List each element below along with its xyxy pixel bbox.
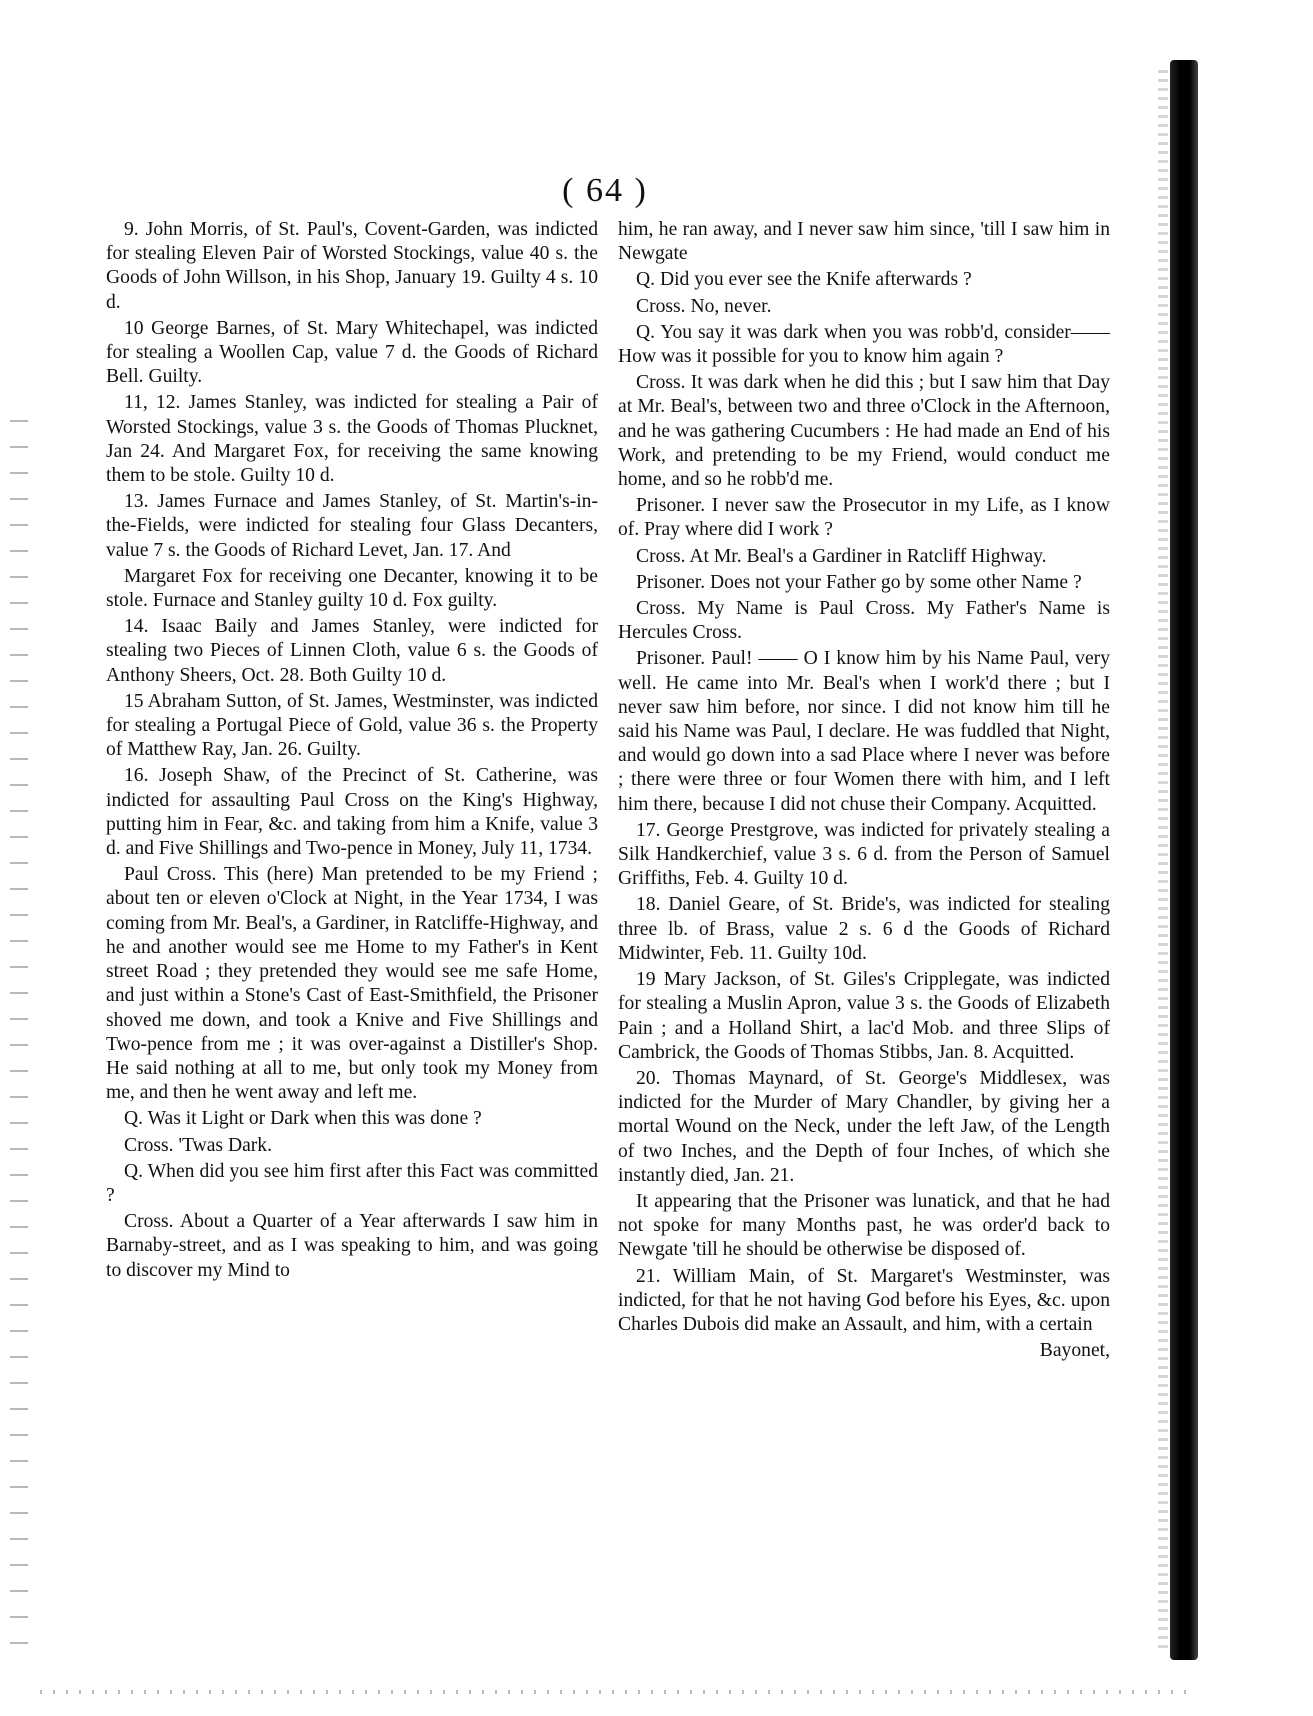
- scan-noise: [40, 1690, 1190, 1694]
- paragraph: Q. Did you ever see the Knife afterwards ?: [636, 269, 972, 291]
- page-number: ( 64 ): [562, 172, 648, 209]
- paragraph: Margaret Fox for receiving one Decanter, knowing it to be stole. Furnace and Stanley guilty 10 d. Fox guilty.: [106, 565, 598, 612]
- paragraph: Prisoner. Does not your Father go by some other Name ?: [636, 571, 1082, 593]
- paragraph: Q. You say it was dark when you was robb'd, consider——How was it possible for you to know him again ?: [618, 321, 1110, 368]
- paragraph: 10 George Barnes, of St. Mary Whitechapel, was indicted for stealing a Woollen Cap, value 7 d. the Goods of Richard Bell. Guilty.: [106, 317, 598, 388]
- paragraph: 11, 12. James Stanley, was indicted for stealing a Pair of Worsted Stockings, value 3 s. the Goods of Thomas Plucknet, Jan 24. And Margaret Fox, for receiving the same knowing them to be stole. Guilty 10 d.: [106, 392, 598, 487]
- paragraph: 21. William Main, of St. Margaret's Westminster, was indicted, for that he not having God before his Eyes, &c. upon Charles Dubois did make an Assault, and him, with a certain: [618, 1265, 1110, 1335]
- left-column: [106, 218, 598, 1285]
- paragraph: 19 Mary Jackson, of St. Giles's Cripplegate, was indicted for stealing a Muslin Apron, value 3 s. the Goods of Elizabeth Pain ; and a Holland Shirt, a lac'd Mob. and three Slips of Cambrick, the Goods of Thomas Stibbs, Jan. 8. Acquitted.: [618, 969, 1110, 1063]
- book-spine-shadow: [1170, 60, 1198, 1660]
- margin-scan-marks: [10, 420, 28, 1650]
- paragraph: Cross. About a Quarter of a Year afterwards I saw him in Barnaby-street, and as I was speaking to him, and was going to discover my Mind to: [106, 1211, 598, 1281]
- paragraph: 18. Daniel Geare, of St. Bride's, was indicted for stealing three lb. of Brass, value 2 s. 6 d the Goods of Richard Midwinter, Feb. 11. Guilty 10d.: [618, 894, 1110, 964]
- paragraph: 14. Isaac Baily and James Stanley, were indicted for stealing two Pieces of Linnen Cloth, value 6 s. the Goods of Anthony Sheers, Oct. 28. Both Guilty 10 d.: [106, 616, 598, 686]
- paragraph: It appearing that the Prisoner was lunatick, and that he had not spoke for many Months past, he was order'd back to Newgate 'till he should be otherwise be disposed of.: [618, 1190, 1110, 1261]
- paragraph: 9. John Morris, of St. Paul's, Covent-Garden, was indicted for stealing Eleven Pair of Worsted Stockings, value 40 s. the Goods of John Willson, in his Shop, January 19. Guilty 4 s. 10 d.: [106, 219, 598, 313]
- paragraph: Cross. At Mr. Beal's a Gardiner in Ratcliff Highway.: [636, 545, 1047, 567]
- paragraph: Cross. It was dark when he did this ; but I saw him that Day at Mr. Beal's, between two and three o'Clock in the Afternoon, and he was gathering Cucumbers : He had made an End of his Work, and pretending to be my Friend, would conduct me home, and so he robb'd me.: [618, 372, 1110, 491]
- paragraph: 17. George Prestgrove, was indicted for privately stealing a Silk Handkerchief, value 3 s. 6 d. from the Person of Samuel Griffiths, Feb. 4. Guilty 10 d.: [618, 819, 1110, 890]
- paragraph: Cross. No, never.: [636, 295, 772, 317]
- paragraph: him, he ran away, and I never saw him since, 'till I saw him in Newgate: [618, 219, 1110, 265]
- paragraph: 20. Thomas Maynard, of St. George's Middlesex, was indicted for the Murder of Mary Chandler, by giving her a mortal Wound on the Neck, under the left Jaw, of the Length of two Inches, and the Depth of four Inches, of which she instantly died, Jan. 21.: [618, 1067, 1110, 1186]
- paragraph: 15 Abraham Sutton, of St. James, Westminster, was indicted for stealing a Portugal Piece of Gold, value 36 s. the Property of Matthew Ray, Jan. 26. Guilty.: [106, 690, 598, 761]
- paragraph: Q. When did you see him first after this Fact was committed ?: [106, 1160, 598, 1206]
- right-column: [618, 218, 1110, 1365]
- paragraph: 13. James Furnace and James Stanley, of St. Martin's-in-the-Fields, were indicted for stealing four Glass Decanters, value 7 s. the Goods of Richard Levet, Jan. 17. And: [106, 491, 598, 561]
- paragraph: Prisoner. I never saw the Prosecutor in my Life, as I know of. Pray where did I work ?: [618, 495, 1110, 541]
- paragraph: Paul Cross. This (here) Man pretended to be my Friend ; about ten or eleven o'Clock at Night, in the Year 1734, I was coming from Mr. Beal's, a Gardiner, in Ratcliffe-Highway, and he and another would see me Home to my Father's in Kent street Road ; they pretended they would see me safe Home, and just within a Stone's Cast of East-Smithfield, the Prisoner shoved me down, and took a Knive and Five Shillings and Two-pence from me ; it was over-against a Distiller's Shop. He said nothing at all to me, but only took my Money from me, and then he went away and left me.: [106, 864, 598, 1104]
- catchword: Bayonet,: [1039, 1340, 1110, 1362]
- paragraph: Cross. My Name is Paul Cross. My Father's Name is Hercules Cross.: [618, 598, 1110, 644]
- paragraph: Cross. 'Twas Dark.: [124, 1134, 273, 1156]
- page-edge-shadow: [1158, 70, 1168, 1650]
- paragraph: Q. Was it Light or Dark when this was done ?: [124, 1108, 482, 1130]
- paragraph: 16. Joseph Shaw, of the Precinct of St. Catherine, was indicted for assaulting Paul Cross on the King's Highway, putting him in Fear, &c. and taking from him a Knife, value 3 d. and Five Shillings and Two-pence in Money, July 11, 1734.: [106, 765, 598, 860]
- paragraph: Prisoner. Paul! —— O I know him by his Name Paul, very well. He came into Mr. Beal's when I work'd there ; but I never saw him before, nor since. I did not know him till he said his Name was Paul, I declare. He was fuddled that Night, and would go down into a sad Place where I never was before ; there were three or four Women there with him, and I left him there, because I did not chuse their Company. Acquitted.: [618, 648, 1110, 815]
